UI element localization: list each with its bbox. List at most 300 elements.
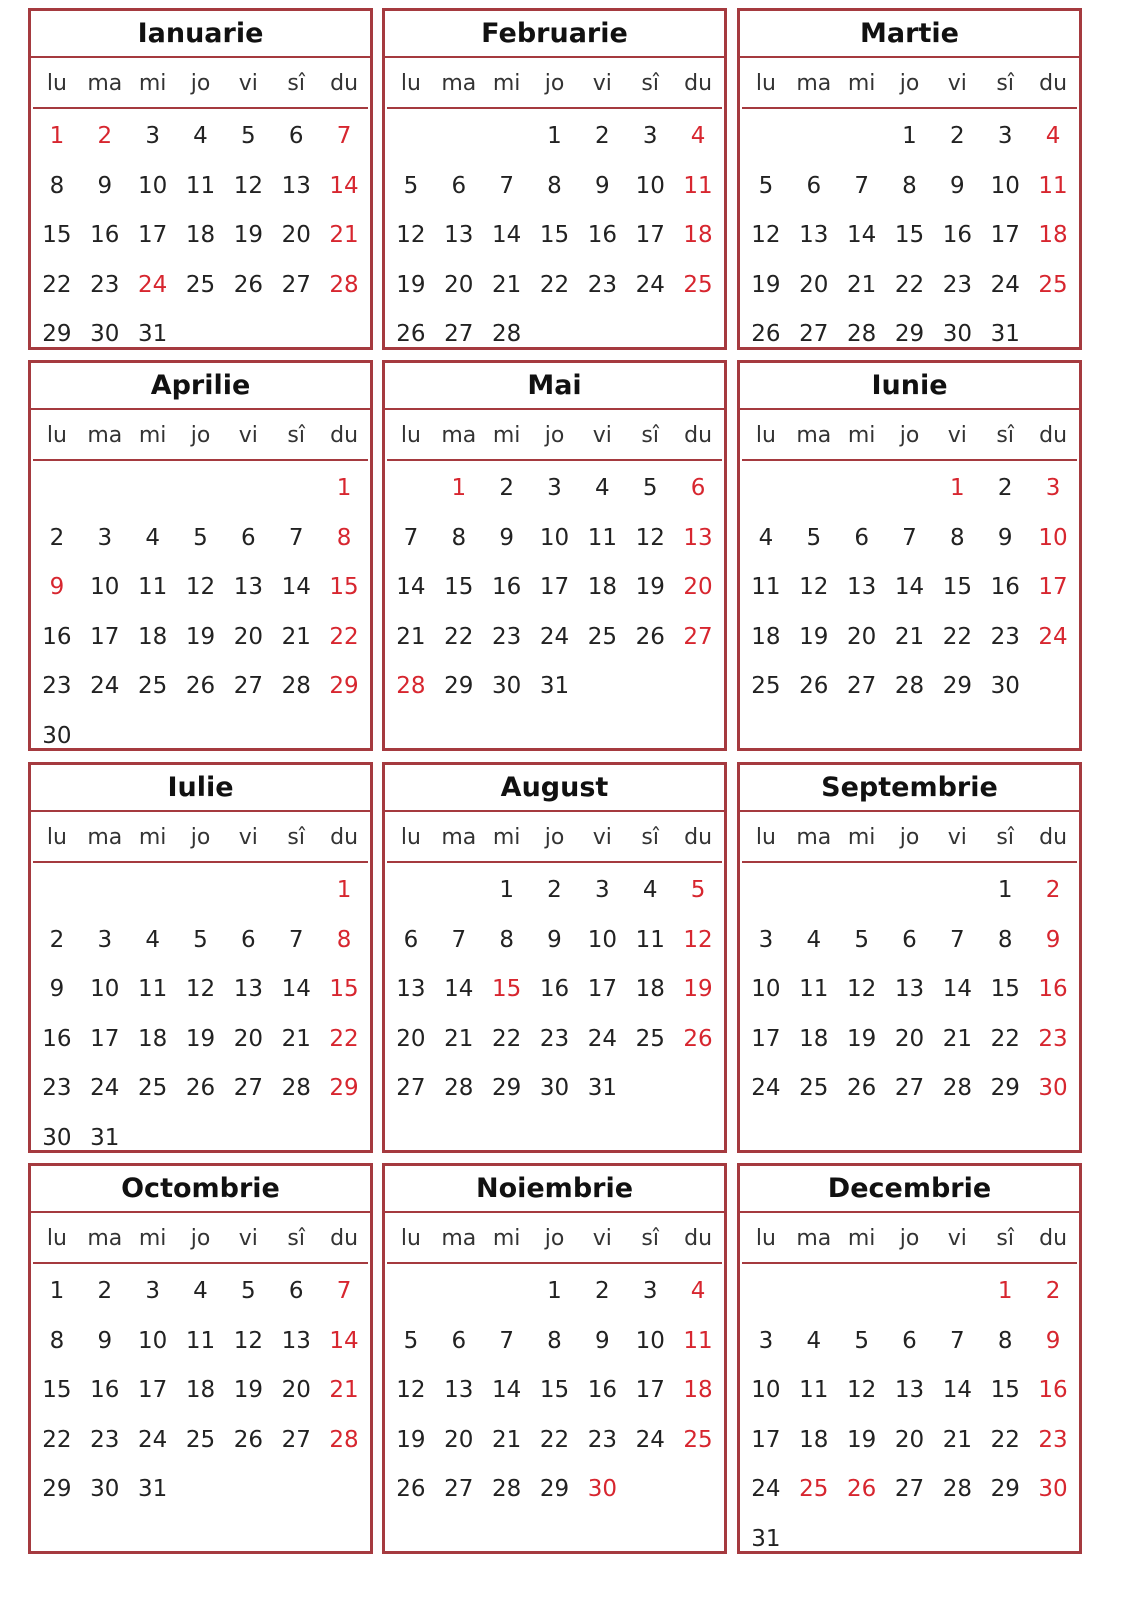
day-cell: 4 <box>193 1278 208 1304</box>
holiday-day-cell: 26 <box>846 1476 877 1502</box>
day-cell: 1 <box>997 877 1013 903</box>
empty-cell <box>33 863 81 913</box>
day-cell: 15 <box>42 1377 72 1403</box>
day-cell: 7 <box>451 926 467 953</box>
empty-cell <box>435 109 483 159</box>
weekday-label: ma <box>796 1226 832 1251</box>
month-title: Noiembrie <box>385 1166 724 1213</box>
day-cell: 27 <box>281 1426 311 1453</box>
day-cell: 23 <box>942 271 972 298</box>
weekday-label: vi <box>947 71 967 96</box>
holiday-day-cell: 4 <box>1045 123 1061 149</box>
holiday-day-cell: 29 <box>329 673 359 699</box>
holiday-day-cell: 29 <box>329 1075 359 1101</box>
weekday-header <box>387 58 722 109</box>
day-cell: 24 <box>90 673 120 699</box>
weekday-label: jo <box>190 71 211 96</box>
day-cell: 2 <box>97 1278 113 1304</box>
day-cell: 31 <box>137 1476 168 1502</box>
day-cell: 14 <box>444 976 474 1002</box>
day-cell: 15 <box>539 1377 570 1403</box>
day-cell: 23 <box>90 271 120 298</box>
weekday-label: mi <box>492 825 521 850</box>
day-cell: 22 <box>990 1426 1020 1453</box>
day-cell: 23 <box>42 673 72 699</box>
days-grid <box>742 109 1077 357</box>
day-cell: 13 <box>233 976 263 1002</box>
weekday-label: vi <box>592 423 612 448</box>
day-cell: 19 <box>799 623 829 650</box>
holiday-day-cell: 1 <box>336 877 352 903</box>
day-cell: 29 <box>990 1075 1020 1101</box>
holiday-day-cell: 24 <box>1038 623 1068 650</box>
weekday-label: vi <box>592 825 612 850</box>
weekday-label: du <box>684 423 713 448</box>
weekday-label: vi <box>947 825 967 850</box>
day-cell: 18 <box>799 1025 829 1052</box>
day-cell: 13 <box>444 1377 474 1403</box>
day-cell: 22 <box>42 271 72 298</box>
day-cell: 17 <box>587 976 617 1002</box>
weekday-label: sî <box>996 71 1014 96</box>
day-cell: 5 <box>854 1327 869 1354</box>
weekday-header <box>742 1213 1077 1264</box>
days-grid <box>387 461 722 709</box>
day-cell: 12 <box>751 222 781 248</box>
empty-cell <box>933 863 981 913</box>
weekday-label: ma <box>796 825 832 850</box>
day-cell: 29 <box>491 1075 522 1101</box>
day-cell: 26 <box>233 271 263 298</box>
weekday-label: ma <box>441 1226 477 1251</box>
holiday-day-cell: 1 <box>336 475 352 501</box>
day-cell: 4 <box>145 926 160 953</box>
day-cell: 10 <box>137 172 168 199</box>
day-cell: 24 <box>587 1025 617 1052</box>
weekday-label: jo <box>544 71 565 96</box>
holiday-day-cell: 21 <box>329 222 359 248</box>
day-cell: 14 <box>942 1377 972 1403</box>
empty-cell <box>790 1264 838 1314</box>
day-cell: 31 <box>990 321 1020 347</box>
day-cell: 7 <box>403 524 419 551</box>
day-cell: 1 <box>547 1278 562 1304</box>
holiday-day-cell: 15 <box>329 574 359 600</box>
day-cell: 18 <box>587 574 617 600</box>
day-cell: 4 <box>193 123 208 149</box>
day-cell: 26 <box>635 623 665 650</box>
day-cell: 28 <box>894 673 925 699</box>
days-grid <box>387 1264 722 1512</box>
day-cell: 12 <box>233 172 263 199</box>
empty-cell <box>886 863 934 913</box>
day-cell: 1 <box>49 1278 65 1304</box>
weekday-header <box>33 410 368 461</box>
day-cell: 21 <box>846 271 877 298</box>
empty-cell <box>33 461 81 511</box>
empty-cell <box>387 109 435 159</box>
day-cell: 18 <box>799 1426 829 1453</box>
day-cell: 9 <box>595 172 610 199</box>
weekday-label: du <box>684 1226 713 1251</box>
month-ianuarie <box>28 8 373 350</box>
month-decembrie <box>737 1163 1082 1554</box>
weekday-label: sî <box>641 1226 659 1251</box>
day-cell: 15 <box>42 222 72 248</box>
day-cell: 18 <box>185 222 216 248</box>
day-cell: 21 <box>942 1426 972 1453</box>
day-cell: 2 <box>499 475 514 501</box>
empty-cell <box>129 863 177 913</box>
day-cell: 10 <box>587 926 617 953</box>
day-cell: 24 <box>990 271 1020 298</box>
empty-cell <box>387 461 435 511</box>
day-cell: 22 <box>990 1025 1020 1052</box>
day-cell: 16 <box>942 222 972 248</box>
day-cell: 14 <box>894 574 925 600</box>
weekday-label: du <box>1039 71 1068 96</box>
day-cell: 3 <box>547 475 562 501</box>
weekday-header <box>33 58 368 109</box>
day-cell: 25 <box>137 1075 168 1101</box>
holiday-day-cell: 12 <box>683 926 713 953</box>
day-cell: 28 <box>942 1476 972 1502</box>
day-cell: 13 <box>444 222 474 248</box>
day-cell: 10 <box>137 1327 168 1354</box>
day-cell: 16 <box>990 574 1020 600</box>
weekday-label: vi <box>592 1226 612 1251</box>
day-cell: 13 <box>233 574 263 600</box>
day-cell: 29 <box>42 321 72 347</box>
empty-cell <box>742 461 790 511</box>
day-cell: 14 <box>396 574 426 600</box>
month-februarie <box>382 8 727 350</box>
day-cell: 17 <box>751 1426 781 1453</box>
weekday-label: mi <box>138 71 167 96</box>
day-cell: 30 <box>942 321 972 347</box>
days-grid <box>742 863 1077 1111</box>
day-cell: 20 <box>846 623 877 650</box>
day-cell: 3 <box>97 524 113 551</box>
weekday-header <box>33 812 368 863</box>
holiday-day-cell: 1 <box>451 475 467 501</box>
day-cell: 7 <box>499 172 514 199</box>
day-cell: 25 <box>137 673 168 699</box>
weekday-label: sî <box>287 71 305 96</box>
day-cell: 18 <box>635 976 665 1002</box>
holiday-day-cell: 18 <box>1038 222 1068 248</box>
day-cell: 23 <box>491 623 522 650</box>
day-cell: 16 <box>90 1377 120 1403</box>
empty-cell <box>742 863 790 913</box>
weekday-label: jo <box>899 1226 920 1251</box>
holiday-day-cell: 2 <box>1045 1278 1061 1304</box>
holiday-day-cell: 25 <box>683 1426 713 1453</box>
day-cell: 12 <box>799 574 829 600</box>
holiday-day-cell: 1 <box>950 475 965 501</box>
holiday-day-cell: 17 <box>1038 574 1068 600</box>
day-cell: 27 <box>444 321 474 347</box>
weekday-label: jo <box>190 1226 211 1251</box>
weekday-label: mi <box>847 1226 876 1251</box>
day-cell: 2 <box>49 524 65 551</box>
days-grid <box>33 863 368 1160</box>
day-cell: 12 <box>185 574 216 600</box>
weekday-label: mi <box>492 1226 521 1251</box>
day-cell: 27 <box>396 1075 426 1101</box>
day-cell: 3 <box>595 877 610 903</box>
day-cell: 6 <box>902 926 917 953</box>
day-cell: 12 <box>233 1327 263 1354</box>
day-cell: 20 <box>396 1025 426 1052</box>
day-cell: 27 <box>894 1476 925 1502</box>
days-grid <box>742 461 1077 709</box>
day-cell: 14 <box>846 222 877 248</box>
day-cell: 8 <box>451 524 467 551</box>
weekday-label: lu <box>400 825 421 850</box>
day-cell: 31 <box>137 321 168 347</box>
day-cell: 20 <box>799 271 829 298</box>
day-cell: 20 <box>233 623 263 650</box>
day-cell: 21 <box>281 623 311 650</box>
day-cell: 2 <box>49 926 65 953</box>
weekday-label: lu <box>46 71 67 96</box>
month-octombrie <box>28 1163 373 1554</box>
holiday-day-cell: 9 <box>1045 926 1061 953</box>
day-cell: 28 <box>942 1075 972 1101</box>
holiday-day-cell: 26 <box>683 1025 713 1052</box>
day-cell: 16 <box>587 1377 617 1403</box>
month-septembrie <box>737 762 1082 1153</box>
weekday-header <box>33 1213 368 1264</box>
holiday-day-cell: 19 <box>683 976 713 1002</box>
day-cell: 22 <box>491 1025 522 1052</box>
day-cell: 30 <box>90 1476 120 1502</box>
weekday-label: du <box>684 71 713 96</box>
holiday-day-cell: 8 <box>336 524 352 551</box>
holiday-day-cell: 11 <box>683 172 713 199</box>
day-cell: 7 <box>854 172 869 199</box>
day-cell: 7 <box>950 926 965 953</box>
day-cell: 29 <box>444 673 474 699</box>
weekday-label: vi <box>592 71 612 96</box>
day-cell: 12 <box>396 1377 426 1403</box>
holiday-day-cell: 1 <box>49 123 65 149</box>
holiday-day-cell: 21 <box>329 1377 359 1403</box>
holiday-day-cell: 25 <box>799 1476 829 1502</box>
holiday-day-cell: 24 <box>137 271 168 298</box>
day-cell: 20 <box>444 1426 474 1453</box>
day-cell: 3 <box>758 1327 774 1354</box>
empty-cell <box>742 1264 790 1314</box>
day-cell: 3 <box>758 926 774 953</box>
day-cell: 22 <box>539 1426 570 1453</box>
weekday-label: sî <box>287 825 305 850</box>
day-cell: 29 <box>42 1476 72 1502</box>
day-cell: 28 <box>281 1075 311 1101</box>
holiday-day-cell: 4 <box>690 1278 706 1304</box>
day-cell: 12 <box>846 1377 877 1403</box>
day-cell: 30 <box>491 673 522 699</box>
day-cell: 18 <box>137 1025 168 1052</box>
weekday-label: ma <box>87 825 123 850</box>
holiday-day-cell: 8 <box>336 926 352 953</box>
day-cell: 6 <box>241 926 256 953</box>
day-cell: 12 <box>635 524 665 551</box>
day-cell: 21 <box>444 1025 474 1052</box>
holiday-day-cell: 30 <box>587 1476 617 1502</box>
month-mai <box>382 360 727 751</box>
day-cell: 8 <box>547 1327 562 1354</box>
day-cell: 11 <box>137 574 168 600</box>
weekday-label: vi <box>238 825 258 850</box>
day-cell: 31 <box>90 1124 120 1151</box>
day-cell: 8 <box>997 926 1013 953</box>
day-cell: 13 <box>396 976 426 1002</box>
day-cell: 10 <box>539 524 570 551</box>
day-cell: 22 <box>942 623 972 650</box>
day-cell: 16 <box>587 222 617 248</box>
day-cell: 25 <box>185 271 216 298</box>
day-cell: 27 <box>799 321 829 347</box>
day-cell: 21 <box>281 1025 311 1052</box>
day-cell: 3 <box>145 123 160 149</box>
day-cell: 2 <box>595 123 610 149</box>
weekday-label: sî <box>641 423 659 448</box>
weekday-label: vi <box>238 1226 258 1251</box>
day-cell: 7 <box>499 1327 514 1354</box>
day-cell: 24 <box>539 623 570 650</box>
day-cell: 17 <box>137 222 168 248</box>
day-cell: 9 <box>49 976 65 1002</box>
weekday-label: sî <box>287 423 305 448</box>
day-cell: 23 <box>587 271 617 298</box>
day-cell: 20 <box>444 271 474 298</box>
day-cell: 29 <box>894 321 925 347</box>
day-cell: 6 <box>403 926 419 953</box>
day-cell: 9 <box>499 524 514 551</box>
weekday-label: du <box>1039 825 1068 850</box>
weekday-label: lu <box>400 71 421 96</box>
day-cell: 30 <box>990 673 1020 699</box>
day-cell: 23 <box>587 1426 617 1453</box>
day-cell: 27 <box>281 271 311 298</box>
month-title: Iulie <box>31 765 370 812</box>
holiday-day-cell: 28 <box>329 1426 359 1453</box>
day-cell: 8 <box>547 172 562 199</box>
day-cell: 19 <box>846 1025 877 1052</box>
weekday-label: jo <box>899 825 920 850</box>
weekday-label: jo <box>190 825 211 850</box>
day-cell: 1 <box>547 123 562 149</box>
weekday-label: du <box>330 423 359 448</box>
day-cell: 21 <box>396 623 426 650</box>
day-cell: 5 <box>241 123 256 149</box>
day-cell: 17 <box>635 222 665 248</box>
empty-cell <box>742 109 790 159</box>
empty-cell <box>838 863 886 913</box>
day-cell: 13 <box>799 222 829 248</box>
weekday-label: ma <box>441 423 477 448</box>
day-cell: 30 <box>42 722 72 749</box>
empty-cell <box>177 863 225 913</box>
day-cell: 7 <box>288 926 304 953</box>
day-cell: 24 <box>751 1075 781 1101</box>
day-cell: 11 <box>137 976 168 1002</box>
day-cell: 10 <box>751 976 781 1002</box>
day-cell: 13 <box>281 172 311 199</box>
day-cell: 11 <box>751 574 781 600</box>
day-cell: 6 <box>241 524 256 551</box>
day-cell: 6 <box>854 524 869 551</box>
empty-cell <box>483 109 531 159</box>
weekday-label: jo <box>544 825 565 850</box>
day-cell: 26 <box>396 1476 426 1502</box>
weekday-label: du <box>330 1226 359 1251</box>
holiday-day-cell: 30 <box>1038 1476 1068 1502</box>
weekday-label: sî <box>287 1226 305 1251</box>
empty-cell <box>224 863 272 913</box>
day-cell: 23 <box>90 1426 120 1453</box>
month-title: Octombrie <box>31 1166 370 1213</box>
day-cell: 4 <box>595 475 610 501</box>
day-cell: 6 <box>902 1327 917 1354</box>
day-cell: 11 <box>185 172 216 199</box>
weekday-label: mi <box>847 71 876 96</box>
day-cell: 31 <box>587 1075 617 1101</box>
day-cell: 24 <box>635 1426 665 1453</box>
day-cell: 19 <box>751 271 781 298</box>
day-cell: 1 <box>902 123 917 149</box>
day-cell: 21 <box>491 1426 522 1453</box>
empty-cell <box>272 863 320 913</box>
day-cell: 27 <box>894 1075 925 1101</box>
day-cell: 31 <box>751 1525 781 1552</box>
day-cell: 26 <box>233 1426 263 1453</box>
day-cell: 20 <box>281 222 311 248</box>
day-cell: 25 <box>799 1075 829 1101</box>
day-cell: 8 <box>997 1327 1013 1354</box>
day-cell: 10 <box>751 1377 781 1403</box>
day-cell: 4 <box>806 926 822 953</box>
day-cell: 16 <box>90 222 120 248</box>
day-cell: 4 <box>758 524 774 551</box>
day-cell: 6 <box>451 1327 467 1354</box>
day-cell: 9 <box>997 524 1013 551</box>
holiday-day-cell: 25 <box>1038 271 1068 298</box>
day-cell: 11 <box>635 926 665 953</box>
day-cell: 16 <box>491 574 522 600</box>
empty-cell <box>790 109 838 159</box>
weekday-label: jo <box>544 423 565 448</box>
empty-cell <box>483 1264 531 1314</box>
day-cell: 5 <box>193 926 208 953</box>
day-cell: 11 <box>799 1377 829 1403</box>
weekday-label: lu <box>400 423 421 448</box>
day-cell: 20 <box>233 1025 263 1052</box>
month-martie <box>737 8 1082 350</box>
weekday-label: mi <box>138 1226 167 1251</box>
day-cell: 19 <box>185 1025 216 1052</box>
empty-cell <box>177 461 225 511</box>
holiday-day-cell: 15 <box>491 976 522 1002</box>
day-cell: 5 <box>403 1327 419 1354</box>
day-cell: 26 <box>185 673 216 699</box>
weekday-header <box>742 812 1077 863</box>
day-cell: 19 <box>233 222 263 248</box>
day-cell: 23 <box>42 1075 72 1101</box>
weekday-label: jo <box>899 423 920 448</box>
